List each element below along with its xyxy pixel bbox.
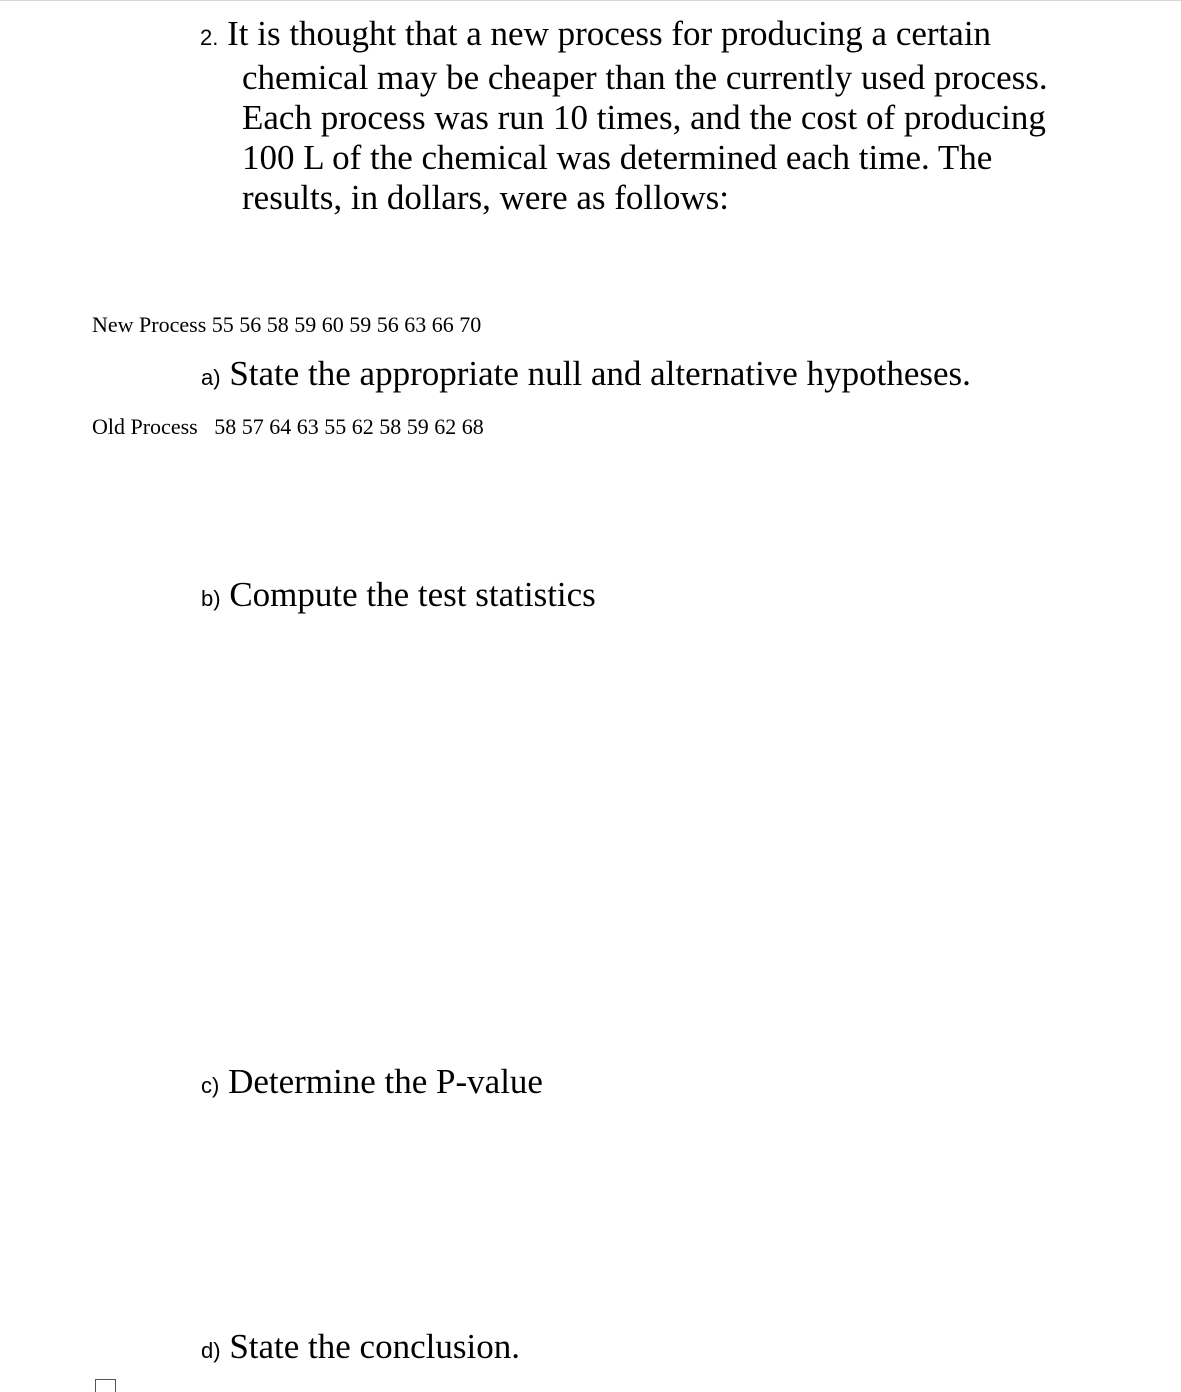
- page-corner-mark: [95, 1379, 116, 1392]
- question-c-label: c): [201, 1073, 220, 1098]
- old-process-label: Old Process: [92, 414, 198, 439]
- question-c-text: Determine the P-value: [228, 1062, 543, 1101]
- old-process-values: 58 57 64 63 55 62 58 59 62 68: [214, 414, 484, 439]
- question-d: [201, 1327, 520, 1371]
- question-b-label: b): [201, 586, 221, 611]
- problem-line-5: results, in dollars, were as follows:: [242, 178, 729, 217]
- question-a: [201, 354, 971, 398]
- new-process-values: 55 56 58 59 60 59 56 63 66 70: [211, 312, 482, 337]
- problem-line-1: 2. It is thought that a new process for producing a certain: [200, 14, 992, 53]
- problem-line-2: chemical may be cheaper than the currently used process.: [242, 58, 1048, 97]
- question-c: [201, 1062, 543, 1106]
- new-process-row: [92, 308, 484, 342]
- question-b: [201, 575, 596, 619]
- problem-line-4: 100 L of the chemical was determined each time. The: [242, 138, 993, 177]
- problem-statement: [200, 14, 1100, 218]
- old-process-row: [92, 410, 484, 444]
- problem-line-3: Each process was run 10 times, and the cost of producing: [242, 98, 1046, 137]
- question-a-text: State the appropriate null and alternative hypotheses.: [229, 354, 971, 393]
- question-d-text: State the conclusion.: [229, 1327, 520, 1366]
- top-divider: [0, 0, 1181, 1]
- question-a-label: a): [201, 365, 221, 390]
- question-d-label: d): [201, 1338, 221, 1363]
- problem-number: 2.: [200, 25, 219, 50]
- new-process-label: New Process: [92, 312, 207, 337]
- question-b-text: Compute the test statistics: [229, 575, 596, 614]
